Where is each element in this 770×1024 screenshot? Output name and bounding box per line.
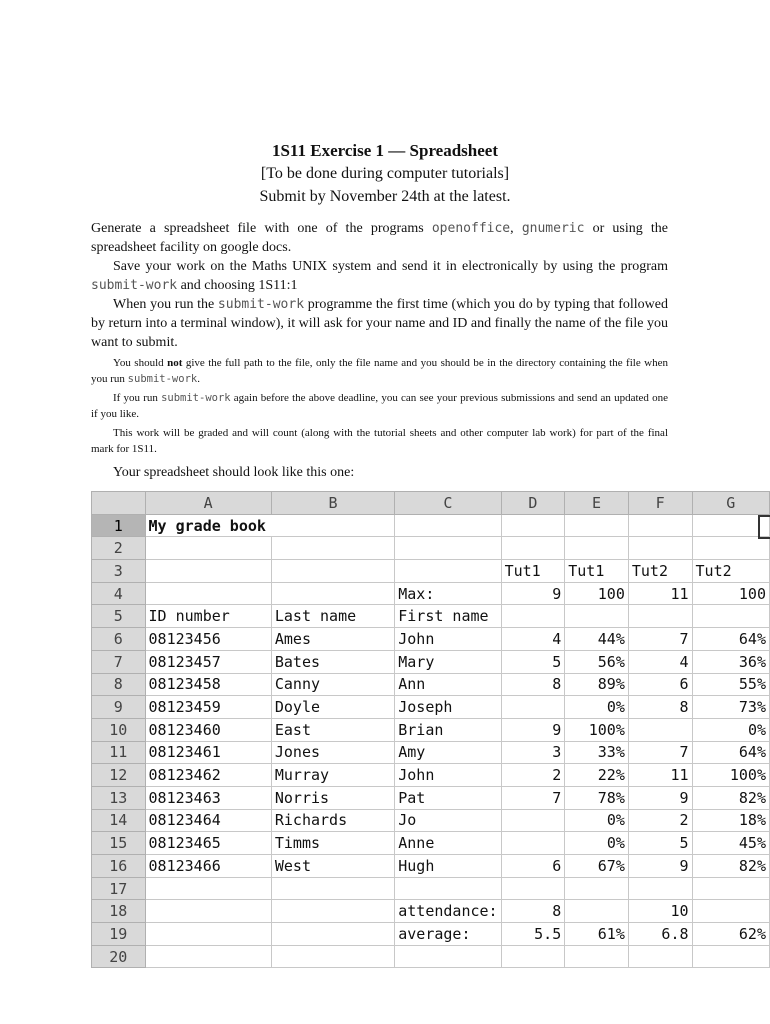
text: or using the spreadsheet facility on google docs. xyxy=(91,221,669,255)
cell-e7[interactable]: 56% xyxy=(565,650,629,673)
cell-c11[interactable]: Amy xyxy=(395,741,501,764)
table-row xyxy=(92,877,770,900)
text: Save your work on the Maths UNIX system and send it in electronically by using the program xyxy=(113,259,668,274)
cell-e2[interactable] xyxy=(565,537,629,560)
cell-a11[interactable]: 08123461 xyxy=(145,741,271,764)
cell-b3[interactable] xyxy=(271,560,394,583)
text: . xyxy=(197,373,200,385)
table-row xyxy=(92,560,770,583)
cell-d1[interactable] xyxy=(501,514,565,537)
table-row xyxy=(92,945,770,968)
cell-cursor xyxy=(758,515,770,539)
cell-c18[interactable]: attendance: xyxy=(395,900,501,923)
cell-a4[interactable] xyxy=(145,582,271,605)
table-row xyxy=(92,673,770,696)
cell-e6[interactable]: 44% xyxy=(565,628,629,651)
cell-a13[interactable]: 08123463 xyxy=(145,786,271,809)
table-row xyxy=(92,923,770,946)
paragraph-run xyxy=(91,295,668,352)
cell-g7[interactable]: 36% xyxy=(692,650,769,673)
cell-c8[interactable]: Ann xyxy=(395,673,501,696)
cell-b18[interactable] xyxy=(271,900,394,923)
cell-e3[interactable]: Tut1 xyxy=(565,560,629,583)
cell-b5[interactable]: Last name xyxy=(271,605,394,628)
table-row xyxy=(92,809,770,832)
code-openoffice: openoffice xyxy=(431,221,511,236)
cell-g13[interactable]: 82% xyxy=(692,786,769,809)
cell-d6[interactable]: 4 xyxy=(501,628,565,651)
cell-f6[interactable]: 7 xyxy=(628,628,692,651)
cell-b6[interactable]: Ames xyxy=(271,628,394,651)
cell-a15[interactable]: 08123465 xyxy=(145,832,271,855)
text: give the full path to the file, only the file name and you should be in the directory containing the file when you run xyxy=(91,357,668,385)
cell-g5[interactable] xyxy=(692,605,769,628)
cell-d2[interactable] xyxy=(501,537,565,560)
cell-g16[interactable]: 82% xyxy=(692,855,769,878)
cell-g9[interactable]: 73% xyxy=(692,696,769,719)
cell-f16[interactable]: 9 xyxy=(628,855,692,878)
cell-g18[interactable] xyxy=(692,900,769,923)
document-subtitle: [To be done during computer tutorials] xyxy=(260,165,510,182)
cell-b8[interactable]: Canny xyxy=(271,673,394,696)
cell-b15[interactable]: Timms xyxy=(271,832,394,855)
cell-g4[interactable]: 100 xyxy=(692,582,769,605)
cell-d20[interactable] xyxy=(501,945,565,968)
table-row xyxy=(92,650,770,673)
table-row xyxy=(92,764,770,787)
cell-c3[interactable] xyxy=(395,560,501,583)
cell-b16[interactable]: West xyxy=(271,855,394,878)
cell-b19[interactable] xyxy=(271,923,394,946)
cell-d18[interactable]: 8 xyxy=(501,900,565,923)
cell-c9[interactable]: Joseph xyxy=(395,696,501,719)
code-submit-work: submit-work xyxy=(91,278,178,293)
table-row xyxy=(92,786,770,809)
cell-c2[interactable] xyxy=(395,537,501,560)
cell-g17[interactable] xyxy=(692,877,769,900)
document-header xyxy=(0,140,770,208)
column-header-row xyxy=(92,492,770,515)
paragraph-grading: This work will be graded and will count (along with the tutorial sheets and other computer lab work) for part of the final mark for 1S11. xyxy=(91,427,668,455)
column-header-e[interactable]: E xyxy=(565,492,629,515)
cell-f4[interactable]: 11 xyxy=(628,582,692,605)
table-row xyxy=(92,696,770,719)
cell-e19[interactable]: 61% xyxy=(565,923,629,946)
cell-e13[interactable]: 78% xyxy=(565,786,629,809)
row-header[interactable]: 5 xyxy=(92,605,146,628)
table-row xyxy=(92,537,770,560)
cell-g2[interactable] xyxy=(692,537,769,560)
row-header[interactable]: 18 xyxy=(92,900,146,923)
cell-b12[interactable]: Murray xyxy=(271,764,394,787)
cell-a17[interactable] xyxy=(145,877,271,900)
cell-c12[interactable]: John xyxy=(395,764,501,787)
cell-f19[interactable]: 6.8 xyxy=(628,923,692,946)
cell-b4[interactable] xyxy=(271,582,394,605)
cell-c10[interactable]: Brian xyxy=(395,718,501,741)
cell-e18[interactable] xyxy=(565,900,629,923)
cell-a5[interactable]: ID number xyxy=(145,605,271,628)
cell-f14[interactable]: 2 xyxy=(628,809,692,832)
code-submit-work: submit-work xyxy=(161,392,231,404)
cell-e16[interactable]: 67% xyxy=(565,855,629,878)
cell-d10[interactable]: 9 xyxy=(501,718,565,741)
cell-c17[interactable] xyxy=(395,877,501,900)
cell-f18[interactable]: 10 xyxy=(628,900,692,923)
spreadsheet-grid xyxy=(91,491,770,968)
row-header[interactable]: 12 xyxy=(92,764,146,787)
cell-a12[interactable]: 08123462 xyxy=(145,764,271,787)
column-header-a[interactable]: A xyxy=(145,492,271,515)
cell-a20[interactable] xyxy=(145,945,271,968)
row-header[interactable]: 3 xyxy=(92,560,146,583)
cell-f5[interactable] xyxy=(628,605,692,628)
cell-f2[interactable] xyxy=(628,537,692,560)
cell-a7[interactable]: 08123457 xyxy=(145,650,271,673)
deadline-line: Submit by November 24th at the latest. xyxy=(259,188,511,205)
cell-e17[interactable] xyxy=(565,877,629,900)
cell-a1[interactable]: My grade book xyxy=(145,514,395,537)
cell-d14[interactable] xyxy=(501,809,565,832)
paragraph-save xyxy=(91,257,668,295)
row-header[interactable]: 6 xyxy=(92,628,146,651)
cell-c20[interactable] xyxy=(395,945,501,968)
row-header[interactable]: 4 xyxy=(92,582,146,605)
cell-e20[interactable] xyxy=(565,945,629,968)
cell-e9[interactable]: 0% xyxy=(565,696,629,719)
cell-c5[interactable]: First name xyxy=(395,605,501,628)
cell-b20[interactable] xyxy=(271,945,394,968)
cell-d12[interactable]: 2 xyxy=(501,764,565,787)
cell-a2[interactable] xyxy=(145,537,271,560)
cell-a6[interactable]: 08123456 xyxy=(145,628,271,651)
row-header[interactable]: 16 xyxy=(92,855,146,878)
cell-f17[interactable] xyxy=(628,877,692,900)
cell-g14[interactable]: 18% xyxy=(692,809,769,832)
cell-g11[interactable]: 64% xyxy=(692,741,769,764)
cell-b14[interactable]: Richards xyxy=(271,809,394,832)
cell-f7[interactable]: 4 xyxy=(628,650,692,673)
column-header-d[interactable]: D xyxy=(501,492,565,515)
cell-c1[interactable] xyxy=(395,514,501,537)
table-row xyxy=(92,900,770,923)
cell-f1[interactable] xyxy=(628,514,692,537)
text: When you run the xyxy=(113,297,218,312)
cell-g3[interactable]: Tut2 xyxy=(692,560,769,583)
table-row xyxy=(92,855,770,878)
cell-d13[interactable]: 7 xyxy=(501,786,565,809)
cell-a16[interactable]: 08123466 xyxy=(145,855,271,878)
row-header[interactable]: 10 xyxy=(92,718,146,741)
column-header-b[interactable]: B xyxy=(271,492,394,515)
cell-g8[interactable]: 55% xyxy=(692,673,769,696)
row-header[interactable]: 19 xyxy=(92,923,146,946)
cell-a10[interactable]: 08123460 xyxy=(145,718,271,741)
row-header[interactable]: 13 xyxy=(92,786,146,809)
text: You should xyxy=(113,357,168,369)
bold-not: not xyxy=(167,357,183,369)
table-row xyxy=(92,832,770,855)
cell-e10[interactable]: 100% xyxy=(565,718,629,741)
cell-c6[interactable]: John xyxy=(395,628,501,651)
paragraph-look: Your spreadsheet should look like this one: xyxy=(113,465,355,480)
cell-c4[interactable]: Max: xyxy=(395,582,501,605)
cell-d8[interactable]: 8 xyxy=(501,673,565,696)
column-header-g[interactable]: G xyxy=(692,492,769,515)
column-header-f[interactable]: F xyxy=(628,492,692,515)
cell-f8[interactable]: 6 xyxy=(628,673,692,696)
text: Generate a spreadsheet file with one of the programs xyxy=(91,221,432,236)
cell-c13[interactable]: Pat xyxy=(395,786,501,809)
cell-d3[interactable]: Tut1 xyxy=(501,560,565,583)
paragraph-path-note xyxy=(91,355,668,387)
cell-e11[interactable]: 33% xyxy=(565,741,629,764)
cell-d4[interactable]: 9 xyxy=(501,582,565,605)
document-title: 1S11 Exercise 1 — Spreadsheet xyxy=(271,141,499,160)
cell-b7[interactable]: Bates xyxy=(271,650,394,673)
cell-a19[interactable] xyxy=(145,923,271,946)
text: If you run xyxy=(113,392,162,404)
code-submit-work: submit-work xyxy=(217,297,305,312)
cell-g10[interactable]: 0% xyxy=(692,718,769,741)
cell-a14[interactable]: 08123464 xyxy=(145,809,271,832)
cell-g12[interactable]: 100% xyxy=(692,764,769,787)
cell-c7[interactable]: Mary xyxy=(395,650,501,673)
cell-g20[interactable] xyxy=(692,945,769,968)
table-row xyxy=(92,628,770,651)
table-row xyxy=(92,582,770,605)
cell-f12[interactable]: 11 xyxy=(628,764,692,787)
cell-d19[interactable]: 5.5 xyxy=(501,923,565,946)
cell-e14[interactable]: 0% xyxy=(565,809,629,832)
cell-a18[interactable] xyxy=(145,900,271,923)
cell-f15[interactable]: 5 xyxy=(628,832,692,855)
cell-d9[interactable] xyxy=(501,696,565,719)
table-row xyxy=(92,741,770,764)
cell-b17[interactable] xyxy=(271,877,394,900)
cell-d7[interactable]: 5 xyxy=(501,650,565,673)
cell-g19[interactable]: 62% xyxy=(692,923,769,946)
cell-a3[interactable] xyxy=(145,560,271,583)
cell-c16[interactable]: Hugh xyxy=(395,855,501,878)
row-header[interactable]: 14 xyxy=(92,809,146,832)
spreadsheet-screenshot xyxy=(91,491,770,966)
cell-g6[interactable]: 64% xyxy=(692,628,769,651)
cell-f9[interactable]: 8 xyxy=(628,696,692,719)
cell-d5[interactable] xyxy=(501,605,565,628)
corner-cell[interactable] xyxy=(92,492,146,515)
cell-d15[interactable] xyxy=(501,832,565,855)
row-header[interactable]: 11 xyxy=(92,741,146,764)
cell-d11[interactable]: 3 xyxy=(501,741,565,764)
row-header[interactable]: 2 xyxy=(92,537,146,560)
cell-f10[interactable] xyxy=(628,718,692,741)
cell-b10[interactable]: East xyxy=(271,718,394,741)
paragraph-programs xyxy=(91,219,668,257)
cell-e15[interactable]: 0% xyxy=(565,832,629,855)
code-gnumeric: gnumeric xyxy=(521,221,585,236)
cell-d16[interactable]: 6 xyxy=(501,855,565,878)
cell-c15[interactable]: Anne xyxy=(395,832,501,855)
cell-a8[interactable]: 08123458 xyxy=(145,673,271,696)
cell-c19[interactable]: average: xyxy=(395,923,501,946)
cell-b11[interactable]: Jones xyxy=(271,741,394,764)
cell-b2[interactable] xyxy=(271,537,394,560)
cell-e4[interactable]: 100 xyxy=(565,582,629,605)
instructions xyxy=(91,219,668,482)
row-header[interactable]: 7 xyxy=(92,650,146,673)
cell-f3[interactable]: Tut2 xyxy=(628,560,692,583)
cell-f20[interactable] xyxy=(628,945,692,968)
code-submit-work: submit-work xyxy=(127,373,198,385)
cell-e8[interactable]: 89% xyxy=(565,673,629,696)
text: again before the above deadline, you can see your previous submissions and send an updated one if you like. xyxy=(91,392,668,420)
cell-f13[interactable]: 9 xyxy=(628,786,692,809)
table-row xyxy=(92,605,770,628)
cell-a9[interactable]: 08123459 xyxy=(145,696,271,719)
row-header[interactable]: 1 xyxy=(92,514,146,537)
row-header[interactable]: 8 xyxy=(92,673,146,696)
text: and choosing 1S11:1 xyxy=(177,278,298,293)
cell-g15[interactable]: 45% xyxy=(692,832,769,855)
cell-e12[interactable]: 22% xyxy=(565,764,629,787)
cell-e1[interactable] xyxy=(565,514,629,537)
cell-c14[interactable]: Jo xyxy=(395,809,501,832)
cell-d17[interactable] xyxy=(501,877,565,900)
table-row xyxy=(92,718,770,741)
text: programme the first time (which you do by typing that followed by return into a terminal window), it will ask for your name and ID and finally the name of the file you want to submit. xyxy=(91,297,668,350)
paragraph-resubmit xyxy=(91,390,668,422)
cell-f11[interactable]: 7 xyxy=(628,741,692,764)
row-header[interactable]: 9 xyxy=(92,696,146,719)
cell-e5[interactable] xyxy=(565,605,629,628)
column-header-c[interactable]: C xyxy=(395,492,501,515)
text: , xyxy=(510,221,522,236)
cell-b13[interactable]: Norris xyxy=(271,786,394,809)
cell-b9[interactable]: Doyle xyxy=(271,696,394,719)
row-header[interactable]: 15 xyxy=(92,832,146,855)
row-header[interactable]: 20 xyxy=(92,945,146,968)
row-header[interactable]: 17 xyxy=(92,877,146,900)
table-row xyxy=(92,514,770,537)
